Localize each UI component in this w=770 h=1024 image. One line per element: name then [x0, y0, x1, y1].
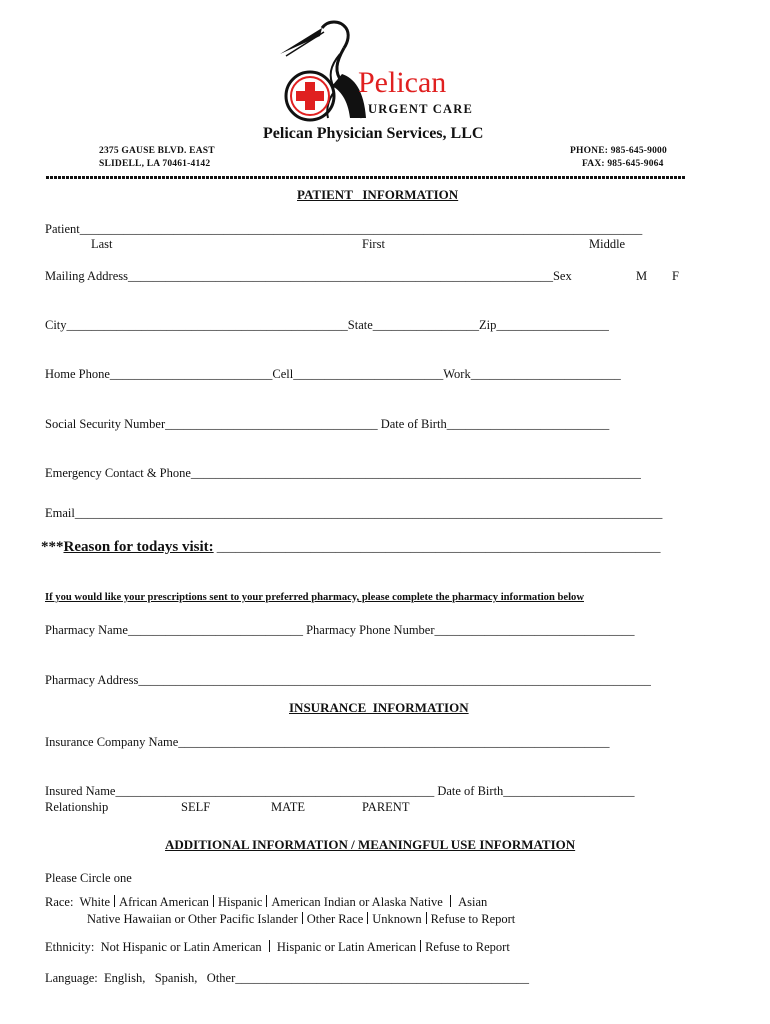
- city-state-zip-field[interactable]: City_____________________________________________State_________________Zip__________________: [45, 318, 609, 332]
- mailing-address-field[interactable]: Mailing Address____________________________________________________________________Sex: [45, 269, 572, 283]
- divider: [367, 912, 368, 924]
- logo-wordmark: Pelican: [358, 66, 447, 99]
- language-field[interactable]: Language: English, Spanish, Other_______________________________________________: [45, 971, 529, 985]
- race-row-2: [87, 912, 515, 927]
- address-line-2: SLIDELL, LA 70461-4142: [99, 159, 211, 169]
- ethnicity-option-hispanic[interactable]: Hispanic or Latin American: [276, 940, 417, 954]
- ethnicity-option-not-hispanic[interactable]: Not Hispanic or Latin American: [100, 940, 262, 954]
- ssn-dob-field[interactable]: Social Security Number__________________________________ Date of Birth__________________________: [45, 417, 610, 431]
- race-option-asian[interactable]: Asian: [458, 895, 488, 909]
- reason-asterisks: ***: [41, 539, 64, 555]
- race-option-refuse[interactable]: Refuse to Report: [430, 912, 516, 926]
- reason-for-visit-row[interactable]: [41, 539, 687, 556]
- relationship-label: Relationship: [45, 800, 109, 814]
- ethnicity-label: Ethnicity:: [45, 940, 95, 954]
- relationship-parent-option[interactable]: PARENT: [362, 800, 410, 814]
- additional-info-heading: ADDITIONAL INFORMATION / MEANINGFUL USE INFORMATION: [165, 837, 576, 852]
- race-label: Race:: [45, 895, 74, 909]
- phone-number: PHONE: 985-645-9000: [570, 146, 667, 156]
- ethnicity-option-refuse[interactable]: Refuse to Report: [425, 940, 510, 954]
- email-field[interactable]: Email______________________________________________________________________________________________: [45, 506, 663, 520]
- fax-number: FAX: 985-645-9064: [582, 159, 664, 169]
- divider: [266, 895, 267, 907]
- circle-one-instruction: Please Circle one: [45, 871, 132, 885]
- race-option-native-hawaiian[interactable]: Native Hawaiian or Other Pacific Islander: [87, 912, 298, 926]
- name-first-label: First: [362, 237, 385, 251]
- race-option-unknown[interactable]: Unknown: [372, 912, 422, 926]
- insurance-company-field[interactable]: Insurance Company Name_____________________________________________________________________: [45, 735, 610, 749]
- relationship-mate-option[interactable]: MATE: [271, 800, 306, 814]
- emergency-contact-field[interactable]: Emergency Contact & Phone________________________________________________________________________: [45, 466, 641, 480]
- race-option-hispanic[interactable]: Hispanic: [217, 895, 263, 909]
- sex-option-m[interactable]: M: [636, 269, 648, 283]
- insured-name-dob-field[interactable]: Insured Name___________________________________________________ Date of Birth_____________________: [45, 784, 635, 798]
- race-option-african-american[interactable]: African American: [119, 895, 209, 909]
- divider: [420, 940, 421, 952]
- insurance-heading: INSURANCE INFORMATION: [289, 700, 469, 715]
- race-option-other[interactable]: Other Race: [306, 912, 364, 926]
- race-option-american-indian[interactable]: American Indian or Alaska Native: [271, 895, 443, 909]
- phone-fields[interactable]: Home Phone__________________________Cell________________________Work________________________: [45, 367, 621, 381]
- name-middle-label: Middle: [589, 237, 626, 251]
- divider: [302, 912, 303, 924]
- divider: [426, 912, 427, 924]
- sex-option-f[interactable]: F: [672, 269, 679, 283]
- patient-name-field[interactable]: Patient__________________________________________________________________________________________: [45, 222, 643, 236]
- company-name: Pelican Physician Services, LLC: [263, 125, 484, 142]
- race-row-1: [45, 895, 487, 910]
- header-divider: [46, 176, 686, 179]
- divider: [450, 895, 451, 907]
- reason-label: Reason for todays visit:: [63, 539, 214, 555]
- name-last-label: Last: [91, 237, 113, 251]
- logo-tagline: URGENT CARE: [368, 102, 473, 116]
- pharmacy-note: If you would like your prescriptions sent to your preferred pharmacy, please complete the pharmacy information below: [45, 592, 584, 603]
- race-option-white[interactable]: White: [79, 895, 111, 909]
- ethnicity-row: [45, 940, 510, 955]
- pharmacy-address-field[interactable]: Pharmacy Address__________________________________________________________________________________: [45, 673, 651, 687]
- divider: [114, 895, 115, 907]
- patient-info-heading: PATIENT INFORMATION: [297, 187, 459, 202]
- address-line-1: 2375 GAUSE BLVD. EAST: [99, 146, 215, 156]
- divider: [213, 895, 214, 907]
- relationship-self-option[interactable]: SELF: [181, 800, 211, 814]
- divider: [269, 940, 270, 952]
- reason-line[interactable]: _______________________________________________________________________: [213, 540, 661, 554]
- pelican-logo: [270, 14, 495, 124]
- pharmacy-name-phone-field[interactable]: Pharmacy Name____________________________ Pharmacy Phone Number________________________________: [45, 623, 635, 637]
